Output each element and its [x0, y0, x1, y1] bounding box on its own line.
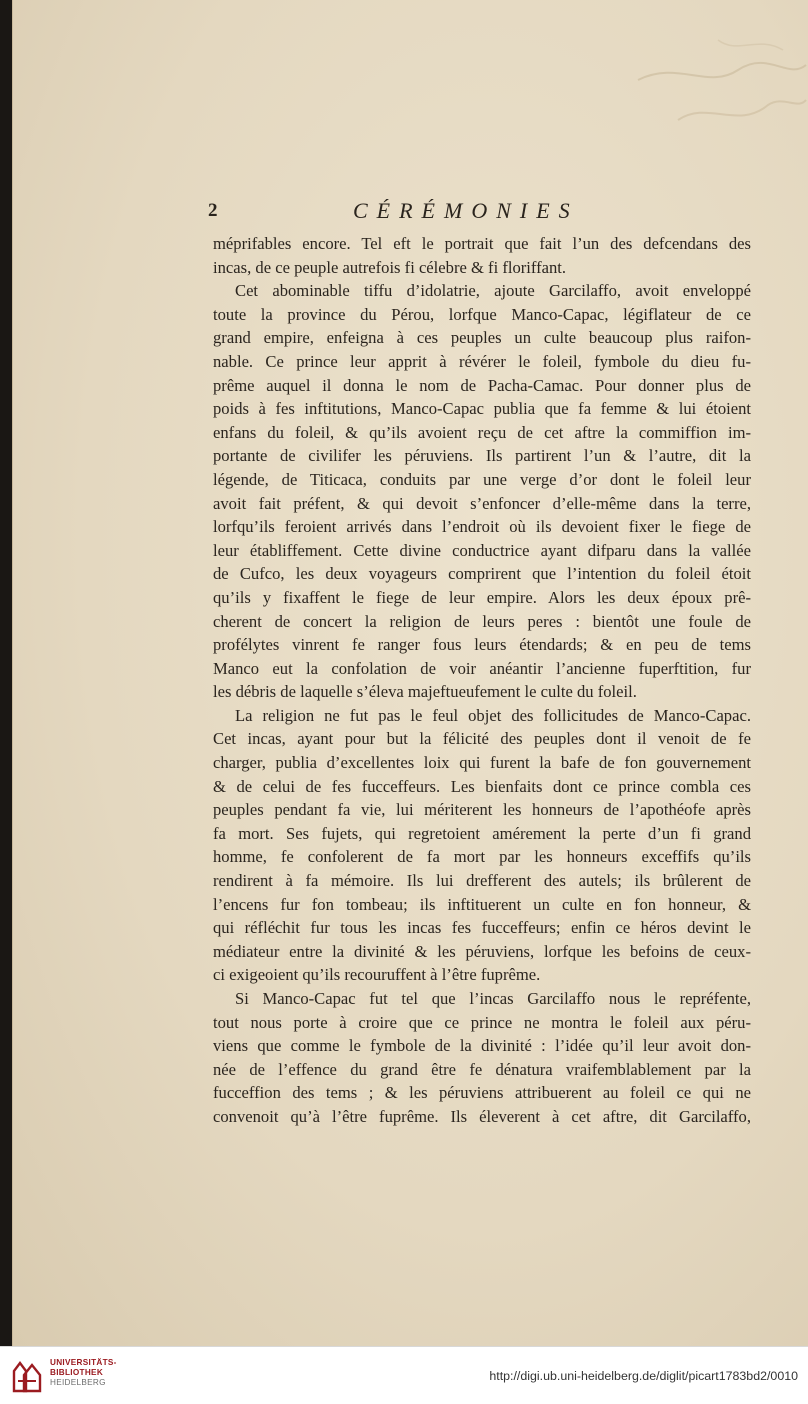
text-line: La religion ne fut pas le feul objet des follicitudes de Manco-Capac.	[235, 705, 751, 725]
text-line: Cet incas, ayant pour but la félicité des peuples dont il venoit de fe	[213, 729, 751, 749]
permalink-url[interactable]: http://digi.ub.uni-heidelberg.de/diglit/picart1783bd2/0010	[489, 1369, 798, 1383]
text-line: fucceffion des tems ; & les péruviens attribuerent au foleil ce qui ne	[213, 1083, 751, 1103]
text-line: rendirent à fa mémoire. Ils lui drefferent des autels; ils brûlerent de	[213, 871, 751, 891]
text-line: médiateur entre la divinité & les péruviens, lorfque les befoins de ceux-	[213, 941, 751, 961]
text-line: l’encens fur fon tombeau; ils inftituerent un culte en fon honneur, &	[213, 894, 751, 914]
paper-stain	[618, 20, 808, 160]
text-line: prême auquel il donna le nom de Pacha-Camac. Pour donner plus de	[213, 375, 751, 395]
text-line: méprifables encore. Tel eft le portrait que fait l’un des defcendans des	[213, 234, 751, 253]
text-line: Si Manco-Capac fut tel que l’incas Garcilaffo nous le repréfente,	[235, 989, 751, 1008]
running-title: CÉRÉMONIES	[353, 198, 579, 223]
text-line: fa mort. Ses fujets, qui regretoient amérement la perte d’un fi grand	[213, 823, 751, 843]
text-line: toute la province du Pérou, lorfque Manco-Capac, légiflateur de ce	[213, 304, 751, 324]
text-line: Manco eut la confolation de voir anéantir l’ancienne fuperftition, fur	[213, 658, 751, 678]
running-head	[208, 198, 748, 230]
text-line: enfans du foleil, & qu’ils avoient reçu de cet aftre la commiffion im-	[213, 422, 751, 442]
text-line: née de l’effence du grand être fe dénatura vraifemblablement par la	[213, 1059, 751, 1079]
viewer-footer	[0, 1346, 808, 1404]
text-line: poids à fes inftitutions, Manco-Capac publia que fa femme & lui étoient	[213, 399, 751, 419]
text-line: incas, de ce peuple autrefois fi célebre & fi floriffant.	[213, 257, 567, 277]
text-line: & de celui de fes fucceffeurs. Les bienfaits dont ce prince combla ces	[213, 776, 751, 796]
text-line: tout nous porte à croire que ce prince ne montra le foleil aux péru-	[213, 1012, 751, 1032]
text-line: charger, publia d’excellentes loix qui furent la bafe de fon gouvernement	[213, 753, 751, 773]
book-page	[12, 0, 808, 1346]
text-line: qu’ils y fixaffent le fiege de leur empire. Alors les deux époux prê-	[213, 587, 751, 607]
text-line: homme, fe confolerent de fa mort par les honneurs exceffifs qu’ils	[213, 847, 751, 867]
body-text	[213, 232, 751, 1129]
university-library-logo-icon	[10, 1357, 44, 1395]
text-line: grand empire, enfeigna à ces peuples un culte beaucoup plus raifon-	[213, 328, 751, 348]
text-line: qui réfléchit fur tous les incas fes fucceffeurs; enfin ce héros devint le	[213, 918, 751, 938]
text-line: profélytes vinrent fe ranger fous leurs étendards; & en peu de tems	[213, 635, 751, 655]
text-line: viens que comme le fymbole de la divinité : l’idée qu’il leur avoit don-	[213, 1036, 751, 1056]
library-name	[50, 1358, 117, 1388]
text-line: peuples pendant fa vie, lui mériterent les honneurs de l’apothéofe après	[213, 800, 751, 820]
page-number: 2	[208, 200, 218, 221]
text-line: lorfqu’ils feroient arrivés dans l’endroit où ils devoient fixer le fiege de	[213, 517, 751, 537]
text-line: les débris de laquelle s’éleva majeftueufement le culte du foleil.	[213, 682, 637, 702]
text-line: avoit fait préfent, & qui devoit s’enfoncer d’elle-même dans la terre,	[213, 493, 751, 513]
text-line: nable. Ce prince leur apprit à révérer le foleil, fymbole du dieu fu-	[213, 351, 751, 371]
text-line: de Cufco, les deux voyageurs comprirent que l’intention du foleil étoit	[213, 564, 751, 584]
library-name-line1: UNIVERSITÄTS-	[50, 1358, 117, 1367]
text-line: cherent de concert la religion de leurs peres : bientôt une foule de	[213, 611, 751, 631]
text-line: portante de civilifer les péruviens. Ils partirent l’un & l’autre, dit la	[213, 446, 751, 466]
text-line: convenoit qu’à l’être fuprême. Ils éleverent à cet aftre, dit Garcilaffo,	[213, 1106, 751, 1126]
library-name-line2: BIBLIOTHEK	[50, 1368, 104, 1377]
text-line: légende, de Titicaca, conduits par une verge d’or dont le foleil leur	[213, 469, 751, 489]
text-line: leur établiffement. Cette divine conductrice ayant difparu dans la vallée	[213, 540, 751, 560]
library-name-line3: HEIDELBERG	[50, 1378, 106, 1387]
text-line: Cet abominable tiffu d’idolatrie, ajoute Garcilaffo, avoit enveloppé	[235, 281, 751, 301]
text-line: ci exigeoient qu’ils recouruffent à l’être fuprême.	[213, 965, 541, 985]
